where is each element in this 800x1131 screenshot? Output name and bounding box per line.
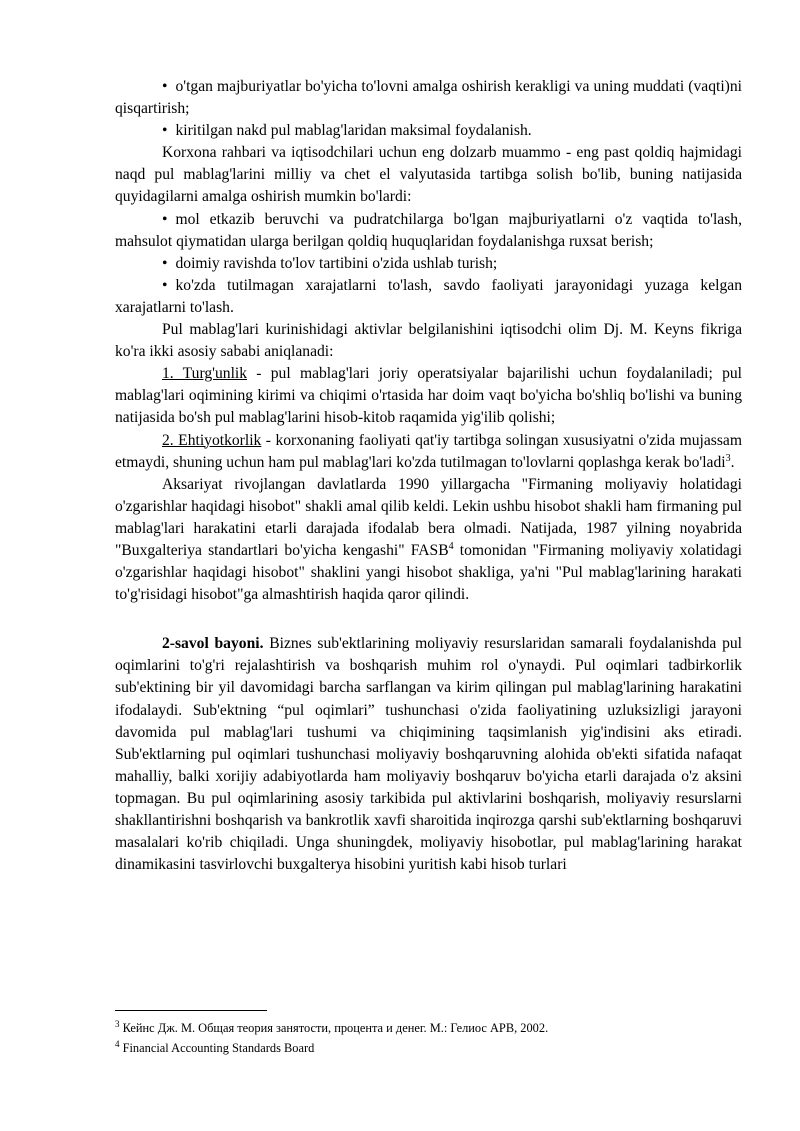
footnote-text: Кейнс Дж. М. Общая теория занятости, процента и денег. М.: Гелиос АРВ, 2002. [119, 1021, 549, 1035]
bullet-text: kiritilgan nakd pul mablag'laridan maksimal foydalanish. [175, 122, 532, 140]
paragraph-text: tomonidan "Firmaning moliyaviy xolatidagi o'zgarishlar haqidagi hisobot" shaklini yangi hisobot shakliga, ya'ni "Pul mablag'larining harakati to'g'risidagi hisobot"ga almashtirish haqida qaror qilindi. [115, 541, 742, 604]
bullet-text: mol etkazib beruvchi va pudratchilarga bo'lgan majburiyatlarni o'z vaqtida to'lash, mahsulot qiymatidan ularga berilgan qoldiq huquqlaridan foydalanishga ruxsat berish; [115, 210, 742, 250]
page-body [115, 76, 742, 876]
bullet-text: ko'zda tutilmagan xarajatlarni to'lash, savdo faoliyati jarayonidagi yuzaga kelgan xarajatlarni to'lash. [115, 276, 742, 316]
underlined-term: 2. Ehtiyotkorlik [162, 431, 262, 449]
paragraph-text: Pul mablag'lari kurinishidagi aktivlar belgilanishini iqtisodchi olim Dj. M. Keyns fikriga ko'ra ikki asosiy sababi aniqlanadi: [115, 321, 742, 361]
paragraph-text: . [730, 453, 735, 471]
footnote-marker-4: 4 [115, 1038, 120, 1049]
bullet-icon: • [162, 254, 168, 272]
bullet-icon: • [162, 210, 168, 228]
bullet-item-5 [115, 275, 742, 319]
bullet-item-2 [115, 120, 742, 142]
bullet-item-1 [115, 76, 742, 120]
footnote-marker-3: 3 [115, 1018, 120, 1029]
bullet-icon: • [162, 122, 168, 140]
paragraph-fasb [115, 474, 742, 607]
bullet-icon: • [162, 276, 168, 294]
footnote-text: Financial Accounting Standards Board [119, 1040, 315, 1055]
paragraph-text: - pul mablag'lari joriy operatsiyalar bajarilishi uchun foydalaniladi; pul mablag'lari oqimining kirimi va chiqimi o'rtasida har doim vaqt bo'yicha bo'shliq bo'lishi va buning natijasida bo'sh pul mablag'larini hisob-kitob raqamida yig'ilib qolishi; [115, 365, 742, 427]
bullet-icon: • [162, 78, 168, 95]
bullet-text: doimiy ravishda to'lov tartibini o'zida ushlab turish; [175, 254, 498, 272]
paragraph-question-2 [115, 633, 742, 876]
footnote-2 [115, 1039, 742, 1059]
bold-lead: 2-savol bayoni. [162, 635, 264, 653]
paragraph-intro [115, 142, 742, 208]
footnote-separator [115, 1010, 267, 1011]
footnote-1 [115, 1019, 742, 1039]
underlined-term: 1. Turg'unlik [162, 365, 248, 383]
paragraph-text: Aksariyat rivojlangan davlatlarda 1990 yillargacha "Firmaning moliyaviy holatidagi o'zgarishlar haqidagi hisobot" shakli amal qilib keldi. Lekin ushbu hisobot shakli ham firmaning pul mablag'lari harakatini etarli darajada ifodalab bera olmadi. Natijada, 1987 yilning noyabrida "Buxgalteriya standartlari bo'yicha kengashi" FASB [115, 475, 742, 559]
bullet-text: o'tgan majburiyatlar bo'yicha to'lovni amalga oshirish kerakligi va uning muddati (vaqti)ni qisqartirish; [115, 78, 742, 118]
footnotes-section [115, 1010, 742, 1058]
footnote-ref-3: 3 [725, 452, 731, 464]
paragraph-reason-1 [115, 363, 742, 429]
paragraph-text: Korxona rahbari va iqtisodchilari uchun eng dolzarb muammo - eng past qoldiq hajmidagi naqd pul mablag'larini milliy va chet el valyutasida tartibga solish bo'lib, buning natijasida quyidagilarni amalga oshirish mumkin bo'lardi: [115, 144, 742, 206]
bullet-item-4 [115, 253, 742, 275]
paragraph-keyns [115, 319, 742, 363]
paragraph-text: - korxonaning faoliyati qat'iy tartibga solingan xususiyatni o'zida mujassam etmaydi, shuning uchun ham pul mablag'lari ko'zda tutilmagan to'lovlarni qoplashga kerak bo'ladi [115, 431, 742, 471]
bullet-item-3 [115, 209, 742, 253]
footnote-ref-4: 4 [448, 540, 454, 552]
paragraph-reason-2 [115, 430, 742, 474]
paragraph-text: Biznes sub'ektlarining moliyaviy resurslaridan samarali foydalanishda pul oqimlarini to'g'ri rejalashtirish va boshqarish muhim rol o'ynaydi. Pul oqimlari tadbirkorlik sub'ektining bir yil davomidagi barcha sarflangan va kirim qilingan pul mablag'larining harakatini ifodalaydi. Sub'ektning “pul oqimlari” tushunchasi o'zida faoliyatining uzluksizligi jarayoni davomida pul mablag'lari tushumi va chiqimining taqsimlanish yig'indisini aks etiradi. Sub'ektlarning pul oqimlari tushunchasi moliyaviy boshqaruvning alohida ob'ekti sifatida nafaqat mahalliy, balki xorijiy adabiyotlarda ham moliyaviy boshqaruv bo'yicha etarli darajada o'z aksini topmagan. Bu pul oqimlarining asosiy tarkibida pul aktivlarini boshqarish, moliyaviy resurslarni shakllantirishni boshqarish va bankrotlik xavfi sharoitida inqirozga qarshi sub'ektlarning boshqaruvi masalalari ko'rib chiqiladi. Unga shuningdek, moliyaviy hisobotlar, pul mablag'larining harakat dinamikasini tasvirlovchi buxgalterya hisobini yuritish kabi hisob turlari [115, 635, 742, 874]
